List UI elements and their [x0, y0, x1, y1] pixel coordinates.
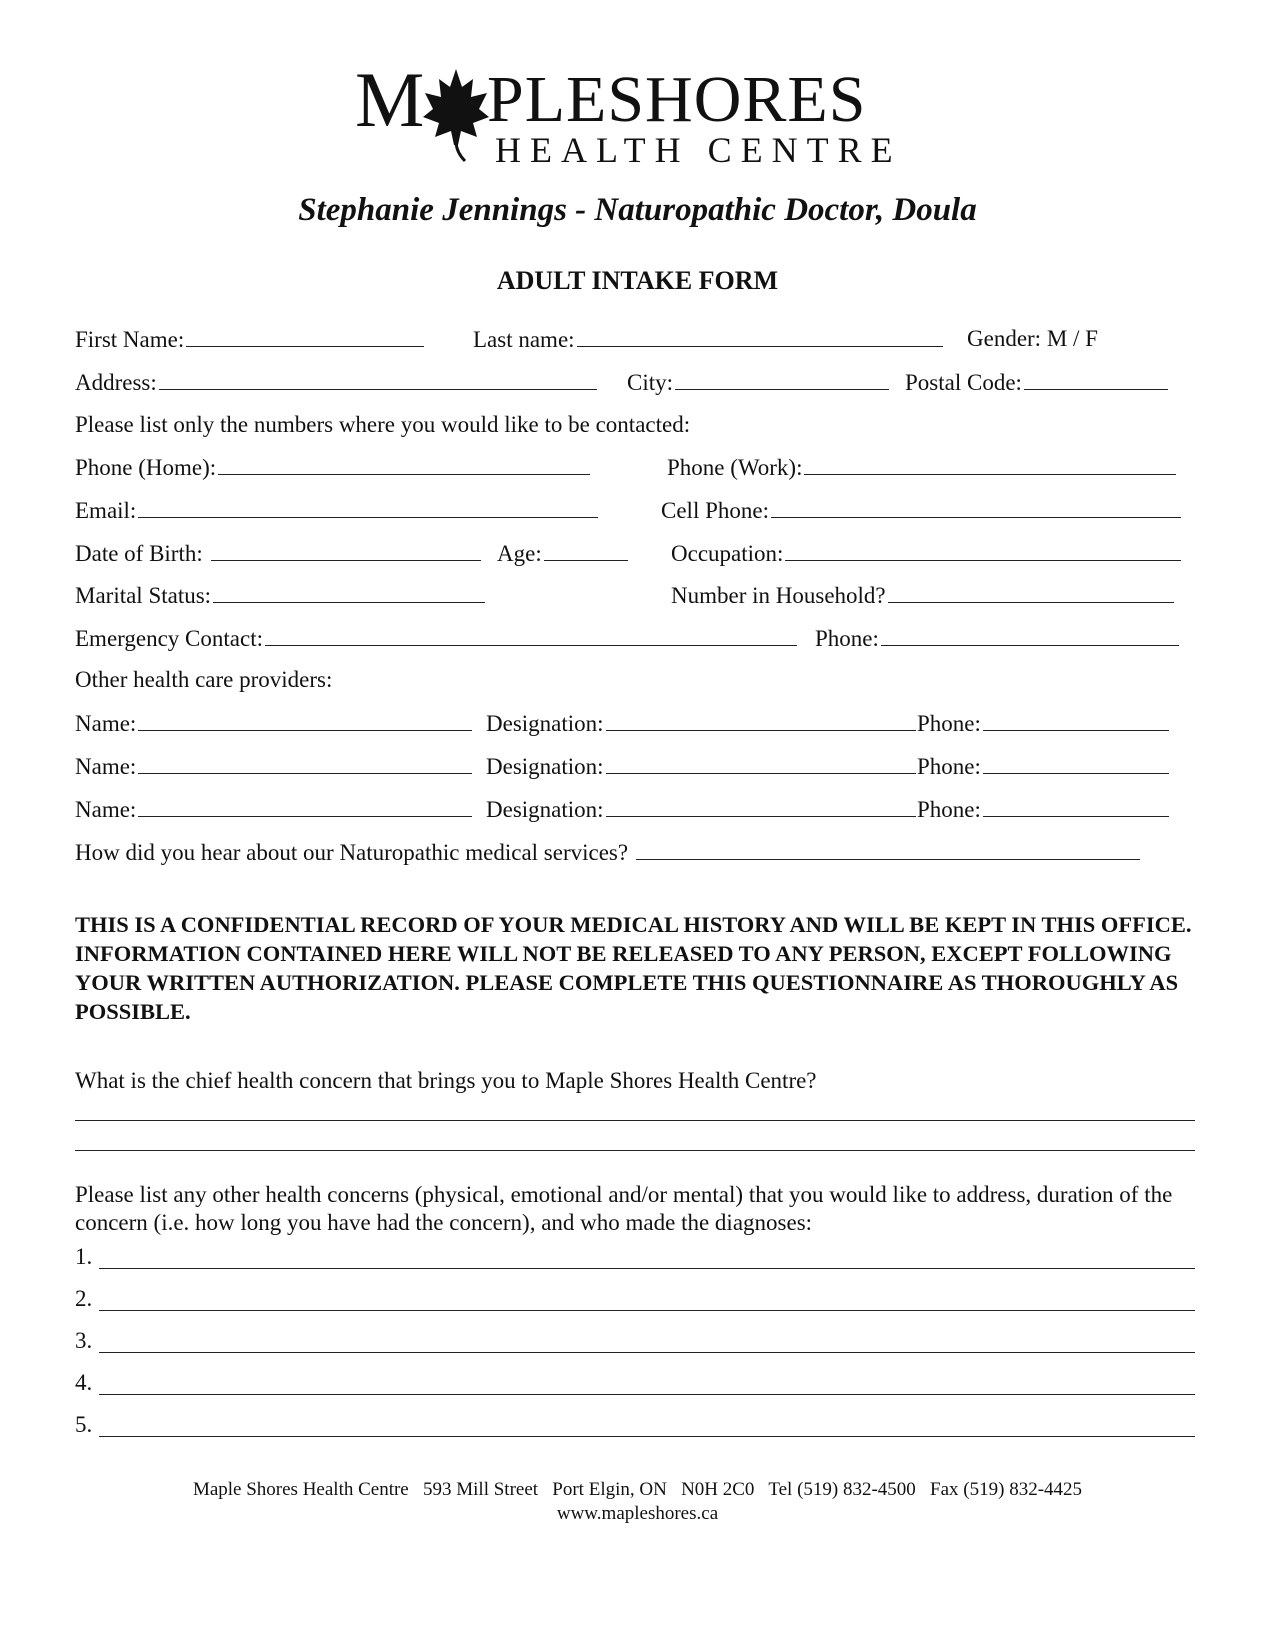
chief-concern-question: What is the chief health concern that brings you to Maple Shores Health Centre?: [75, 1068, 817, 1093]
contact-note: Please list only the numbers where you would like to be contacted:: [75, 412, 691, 437]
referral-question: How did you hear about our Naturopathic medical services?: [75, 840, 629, 865]
logo-subtext: HEALTH CENTRE: [495, 130, 902, 170]
concern-item: [75, 1242, 1200, 1272]
concern-number: 2.: [75, 1286, 93, 1311]
provider-name-field[interactable]: [138, 751, 472, 774]
chief-concern-line[interactable]: [75, 1120, 1195, 1121]
provider-phone-label: Phone:: [917, 711, 981, 736]
concern-line[interactable]: [99, 1326, 1195, 1353]
row-dob: [75, 538, 1200, 568]
age-field[interactable]: [544, 538, 628, 561]
cell-phone-field[interactable]: [771, 495, 1181, 518]
provider-phone-field[interactable]: [983, 794, 1169, 817]
row-email: [75, 495, 1200, 525]
row-name: [75, 324, 1200, 354]
concern-item: [75, 1284, 1200, 1314]
provider-designation-field[interactable]: [606, 708, 916, 731]
concern-number: 4.: [75, 1370, 93, 1395]
concern-line[interactable]: [99, 1242, 1195, 1269]
concern-item: [75, 1410, 1200, 1440]
provider-row: [75, 751, 1200, 781]
concern-number: 1.: [75, 1244, 93, 1269]
clinic-logo: [355, 55, 925, 175]
household-label: Number in Household?: [671, 583, 886, 608]
household-field[interactable]: [888, 580, 1174, 603]
address-label: Address:: [75, 370, 157, 395]
postal-code-label: Postal Code:: [905, 370, 1022, 395]
row-emergency: [75, 623, 1200, 653]
phone-home-label: Phone (Home):: [75, 455, 217, 480]
provider-phone-field[interactable]: [983, 751, 1169, 774]
provider-designation-field[interactable]: [606, 751, 916, 774]
row-phones: [75, 452, 1200, 482]
provider-phone-field[interactable]: [983, 708, 1169, 731]
footer-address: Maple Shores Health Centre 593 Mill Street Port Elgin, ON N0H 2C0 Tel (519) 832-4500 Fax (519) 832-4425: [192, 1479, 1083, 1500]
row-marital: [75, 580, 1200, 610]
chief-concern-line[interactable]: [75, 1150, 1195, 1151]
concern-line[interactable]: [99, 1368, 1195, 1395]
dob-label: Date of Birth:: [75, 541, 203, 566]
provider-name-label: Name:: [75, 797, 137, 822]
provider-phone-label: Phone:: [917, 797, 981, 822]
concern-line[interactable]: [99, 1284, 1195, 1311]
form-title: ADULT INTAKE FORM: [496, 266, 779, 295]
provider-row: [75, 794, 1200, 824]
emergency-contact-label: Emergency Contact:: [75, 626, 263, 651]
concern-item: [75, 1326, 1200, 1356]
logo-text-rest: PLESHORES: [487, 63, 867, 136]
postal-code-field[interactable]: [1024, 367, 1168, 390]
provider-phone-label: Phone:: [917, 754, 981, 779]
address-field[interactable]: [159, 367, 597, 390]
city-field[interactable]: [675, 367, 889, 390]
last-name-label: Last name:: [473, 327, 575, 352]
concern-number: 5.: [75, 1412, 93, 1437]
occupation-label: Occupation:: [671, 541, 784, 566]
city-label: City:: [627, 370, 674, 395]
row-address: [75, 367, 1200, 397]
provider-designation-field[interactable]: [606, 794, 916, 817]
provider-designation-label: Designation:: [486, 797, 604, 822]
provider-name-field[interactable]: [138, 708, 472, 731]
phone-work-field[interactable]: [804, 452, 1176, 475]
last-name-field[interactable]: [577, 324, 943, 347]
cell-phone-label: Cell Phone:: [661, 498, 769, 523]
phone-work-label: Phone (Work):: [667, 455, 803, 480]
provider-name-label: Name:: [75, 754, 137, 779]
email-field[interactable]: [138, 495, 598, 518]
first-name-field[interactable]: [186, 324, 424, 347]
emergency-phone-label: Phone:: [815, 626, 879, 651]
provider-designation-label: Designation:: [486, 711, 604, 736]
provider-name-label: Name:: [75, 711, 137, 736]
concern-number: 3.: [75, 1328, 93, 1353]
concern-item: [75, 1368, 1200, 1398]
email-label: Email:: [75, 498, 137, 523]
dob-field[interactable]: [211, 538, 481, 561]
footer-website[interactable]: www.mapleshores.ca: [556, 1503, 719, 1524]
emergency-phone-field[interactable]: [881, 623, 1179, 646]
providers-heading: Other health care providers:: [75, 667, 333, 692]
provider-row: [75, 708, 1200, 738]
concern-line[interactable]: [99, 1410, 1195, 1437]
confidential-notice: THIS IS A CONFIDENTIAL RECORD OF YOUR MEDICAL HISTORY AND WILL BE KEPT IN THIS OFFICE. INFORMATION CONTAINED HERE WILL NOT BE RELEASED TO ANY PERSON, EXCEPT FOLLOWING YOUR WRITTEN AUTHORIZATION. PLEASE COMPLETE THIS QUESTIONNAIRE AS THOROUGHLY AS POSSIBLE.: [75, 912, 1192, 1024]
logo-text-m: M: [355, 56, 426, 143]
practitioner-title: Stephanie Jennings - Naturopathic Doctor, Doula: [298, 192, 977, 228]
other-concerns-question: Please list any other health concerns (physical, emotional and/or mental) that you would like to address, duration of the concern (i.e. how long you have had the concern), and who made the diagnoses:: [75, 1182, 1173, 1235]
row-referral: [75, 837, 1200, 867]
referral-field[interactable]: [636, 837, 1140, 860]
age-label: Age:: [497, 541, 542, 566]
provider-designation-label: Designation:: [486, 754, 604, 779]
phone-home-field[interactable]: [218, 452, 590, 475]
first-name-label: First Name:: [75, 327, 185, 352]
marital-status-field[interactable]: [213, 580, 485, 603]
marital-status-label: Marital Status:: [75, 583, 212, 608]
maple-leaf-icon: [421, 65, 491, 165]
gender-label[interactable]: Gender: M / F: [967, 326, 1098, 351]
emergency-contact-field[interactable]: [265, 623, 797, 646]
provider-name-field[interactable]: [138, 794, 472, 817]
occupation-field[interactable]: [785, 538, 1181, 561]
